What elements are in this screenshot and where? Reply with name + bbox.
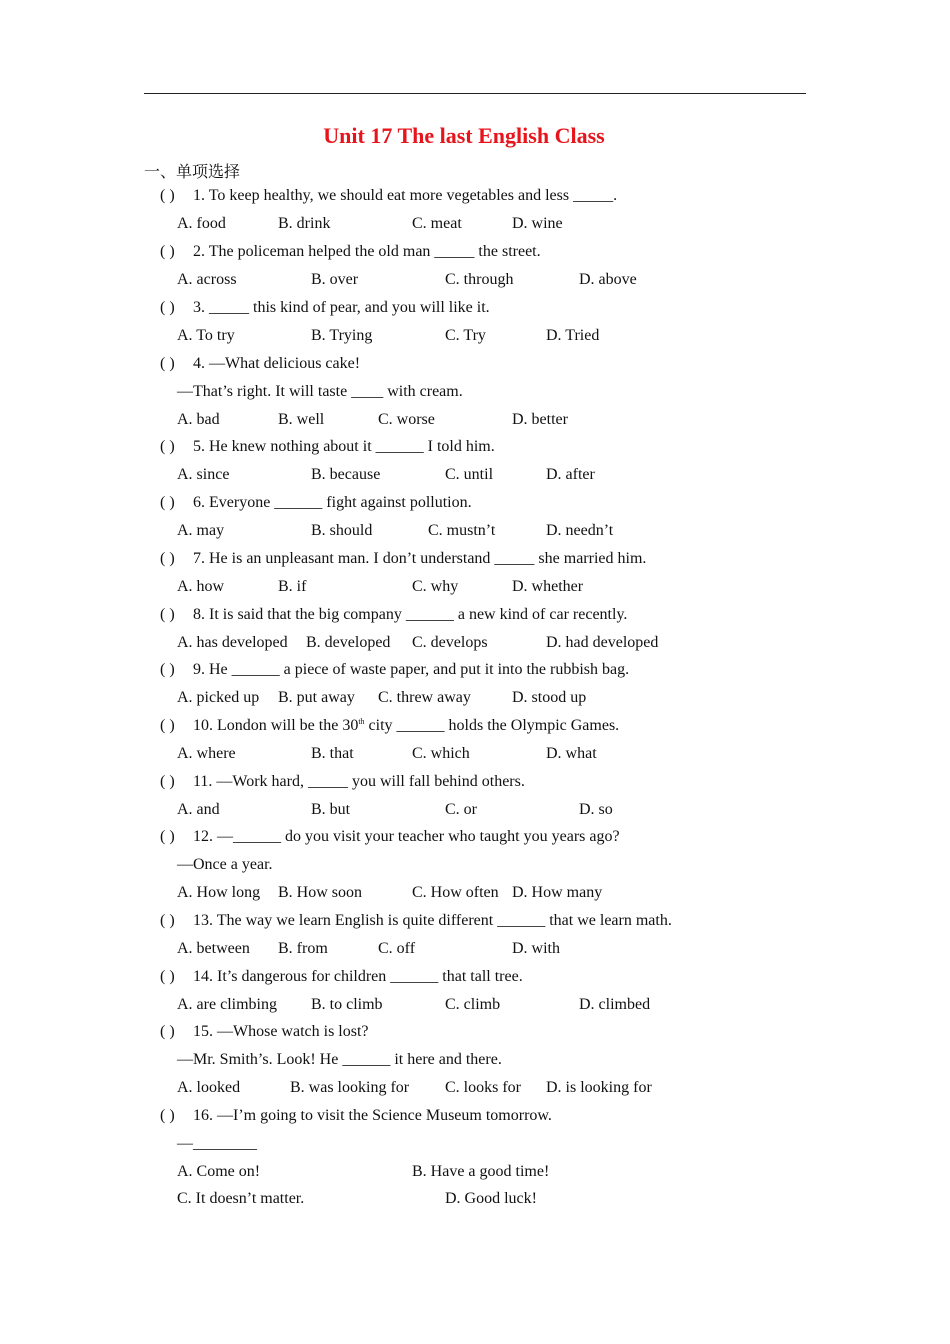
option-a: A. between xyxy=(177,940,250,957)
option-d: D. had developed xyxy=(546,634,659,651)
option-a: A. looked xyxy=(177,1079,241,1096)
option-a: A. has developed xyxy=(177,634,288,651)
option-d: D. needn’t xyxy=(546,522,614,539)
question-stem: 15. —Whose watch is lost? xyxy=(193,1023,369,1040)
question-stem: 7. He is an unpleasant man. I don’t understand _____ she married him. xyxy=(193,550,647,567)
answer-blank[interactable]: ( ) xyxy=(160,243,175,260)
answer-blank[interactable]: ( ) xyxy=(160,494,175,511)
question-15 xyxy=(160,1021,369,1043)
option-a: A. and xyxy=(177,801,220,818)
answer-blank[interactable]: ( ) xyxy=(160,1107,175,1124)
option-d: D. what xyxy=(546,745,597,762)
answer-blank[interactable]: ( ) xyxy=(160,355,175,372)
option-a: A. are climbing xyxy=(177,996,277,1013)
question-stem: 12. —______ do you visit your teacher who taught you years ago? xyxy=(193,828,620,845)
question-stem: 8. It is said that the big company ______ a new kind of car recently. xyxy=(193,606,628,623)
question-stem: 14. It’s dangerous for children ______ that tall tree. xyxy=(193,968,523,985)
option-a: A. Come on! xyxy=(177,1163,261,1180)
question-10 xyxy=(160,715,619,737)
option-c: C. worse xyxy=(378,411,435,428)
option-b: B. if xyxy=(278,578,307,595)
answer-blank[interactable]: ( ) xyxy=(160,912,175,929)
question-stem: 1. To keep healthy, we should eat more vegetables and less _____. xyxy=(193,187,618,204)
question-4 xyxy=(160,353,360,375)
option-d: D. after xyxy=(546,466,595,483)
option-b: B. Have a good time! xyxy=(412,1163,550,1180)
option-c: C. It doesn’t matter. xyxy=(177,1190,305,1207)
option-c: C. meat xyxy=(412,215,462,232)
answer-blank[interactable]: ( ) xyxy=(160,661,175,678)
option-b: B. well xyxy=(278,411,325,428)
option-c: C. climb xyxy=(445,996,501,1013)
page-title: Unit 17 The last English Class xyxy=(323,123,605,148)
option-c: C. off xyxy=(378,940,416,957)
answer-blank[interactable]: ( ) xyxy=(160,299,175,316)
answer-blank[interactable]: ( ) xyxy=(160,550,175,567)
option-d: D. Tried xyxy=(546,327,600,344)
option-a: A. across xyxy=(177,271,237,288)
option-d: D. climbed xyxy=(579,996,651,1013)
option-a: A. how xyxy=(177,578,225,595)
option-a: A. may xyxy=(177,522,225,539)
answer-blank[interactable]: ( ) xyxy=(160,606,175,623)
question-stem: 5. He knew nothing about it ______ I told him. xyxy=(193,438,495,455)
option-a: A. since xyxy=(177,466,230,483)
question-7 xyxy=(160,548,646,570)
option-c: C. until xyxy=(445,466,494,483)
answer-blank[interactable]: ( ) xyxy=(160,968,175,985)
question-1 xyxy=(160,185,617,207)
dialogue-reply: —________ xyxy=(177,1135,257,1152)
option-c: C. which xyxy=(412,745,470,762)
question-5 xyxy=(160,436,495,458)
answer-blank[interactable]: ( ) xyxy=(160,187,175,204)
option-c: C. Try xyxy=(445,327,486,344)
option-c: C. threw away xyxy=(378,689,471,706)
option-c: C. why xyxy=(412,578,459,595)
option-b: B. Trying xyxy=(311,327,373,344)
option-b: B. to climb xyxy=(311,996,383,1013)
question-8 xyxy=(160,604,627,626)
option-a: A. How long xyxy=(177,884,261,901)
option-b: B. because xyxy=(311,466,381,483)
question-3 xyxy=(160,297,490,319)
option-a: A. picked up xyxy=(177,689,260,706)
option-d: D. whether xyxy=(512,578,584,595)
question-stem: 4. —What delicious cake! xyxy=(193,355,361,372)
option-a: A. bad xyxy=(177,411,220,428)
question-stem: 11. —Work hard, _____ you will fall behind others. xyxy=(193,773,525,790)
option-a: A. food xyxy=(177,215,226,232)
option-b: B. should xyxy=(311,522,373,539)
answer-blank[interactable]: ( ) xyxy=(160,717,175,734)
ordinal-suffix: th xyxy=(358,717,365,726)
option-b: B. How soon xyxy=(278,884,363,901)
question-12 xyxy=(160,826,620,848)
answer-blank[interactable]: ( ) xyxy=(160,1023,175,1040)
answer-blank[interactable]: ( ) xyxy=(160,438,175,455)
option-b: B. from xyxy=(278,940,328,957)
question-stem-continued: city ______ holds the Olympic Games. xyxy=(364,717,620,734)
option-c: C. or xyxy=(445,801,477,818)
option-c: C. develops xyxy=(412,634,488,651)
option-d: D. is looking for xyxy=(546,1079,652,1096)
question-stem: 2. The policeman helped the old man _____ the street. xyxy=(193,243,541,260)
option-b: B. drink xyxy=(278,215,331,232)
question-13 xyxy=(160,910,672,932)
option-d: D. Good luck! xyxy=(445,1190,537,1207)
option-b: B. over xyxy=(311,271,359,288)
option-a: A. To try xyxy=(177,327,235,344)
dialogue-reply: —Mr. Smith’s. Look! He ______ it here and there. xyxy=(177,1051,502,1068)
question-6 xyxy=(160,492,472,514)
section-heading: 一、单项选择 xyxy=(144,164,241,181)
option-b: B. put away xyxy=(278,689,355,706)
answer-blank[interactable]: ( ) xyxy=(160,828,175,845)
question-stem: 3. _____ this kind of pear, and you will like it. xyxy=(193,299,490,316)
option-d: D. above xyxy=(579,271,637,288)
option-b: B. was looking for xyxy=(290,1079,410,1096)
option-d: D. wine xyxy=(512,215,563,232)
option-c: C. mustn’t xyxy=(428,522,496,539)
question-2 xyxy=(160,241,541,263)
question-stem: 6. Everyone ______ fight against pollution. xyxy=(193,494,472,511)
option-d: D. better xyxy=(512,411,568,428)
option-b: B. developed xyxy=(306,634,391,651)
dialogue-reply: —Once a year. xyxy=(177,856,273,873)
dialogue-reply: —That’s right. It will taste ____ with cream. xyxy=(177,383,463,400)
question-14 xyxy=(160,966,523,988)
option-c: C. looks for xyxy=(445,1079,521,1096)
option-b: B. but xyxy=(311,801,351,818)
option-c: C. through xyxy=(445,271,514,288)
option-c: C. How often xyxy=(412,884,499,901)
question-9 xyxy=(160,659,629,681)
question-stem: 10. London will be the 30 xyxy=(193,717,359,734)
answer-blank[interactable]: ( ) xyxy=(160,773,175,790)
option-d: D. How many xyxy=(512,884,603,901)
question-16 xyxy=(160,1105,552,1127)
option-a: A. where xyxy=(177,745,236,762)
option-d: D. stood up xyxy=(512,689,587,706)
option-d: D. so xyxy=(579,801,613,818)
question-stem: 13. The way we learn English is quite different ______ that we learn math. xyxy=(193,912,672,929)
option-b: B. that xyxy=(311,745,354,762)
question-11 xyxy=(160,771,525,793)
option-d: D. with xyxy=(512,940,560,957)
header-rule xyxy=(144,93,806,94)
question-stem: 16. —I’m going to visit the Science Museum tomorrow. xyxy=(193,1107,552,1124)
question-stem: 9. He ______ a piece of waste paper, and put it into the rubbish bag. xyxy=(193,661,630,678)
